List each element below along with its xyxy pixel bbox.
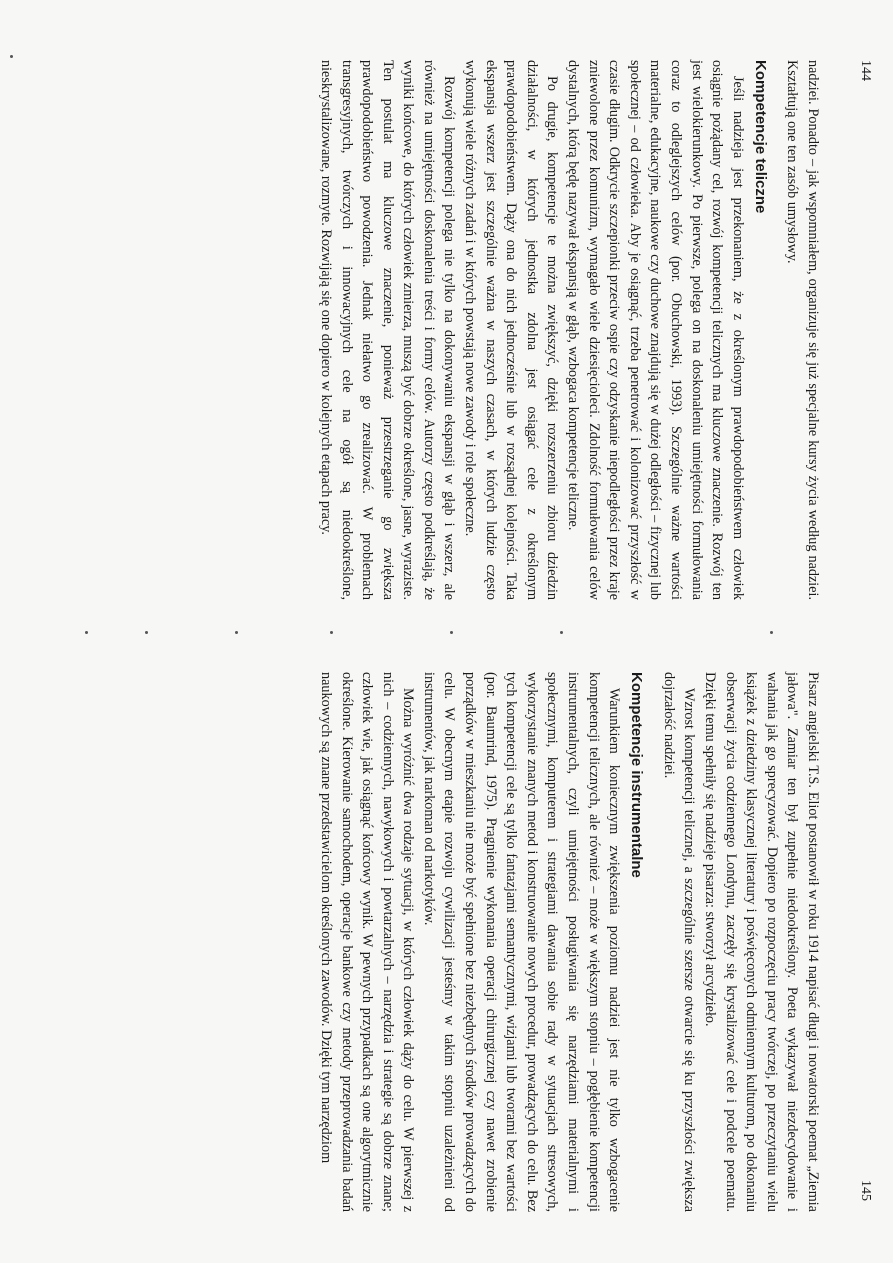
right-page bbox=[315, 672, 823, 1212]
right-paragraph-1: Pisarz angielski T.S. Eliot postanowił w roku 1914 napisać długi i nowatorski poemat „Ziemia jałowa". Zamiar ten był zupełnie niedookreślony. Poeta wykazywał niezdecydowanie i wahania jak go sprecyzować. Dopiero po rozpoczęciu pracy twórczej, po przeczytaniu wielu książek z dziedziny klasycznej literatury i poświęconych odmiennym kulturom, po dokonaniu obserwacji życia codziennego Londynu, zaczęły się krystalizować cele i podcele poematu. Dzięki temu spełniły się nadzieje pisarza: stworzył arcydzieło. bbox=[702, 672, 821, 1212]
section-heading-teliczne: Kompetencje teliczne bbox=[751, 60, 769, 214]
left-paragraph-3: Rozwój kompetencji polega nie tylko na dokonywaniu ekspansji w głąb i wszerz, ale również na umiejętności doskonalenia treści i formy celów. Autorzy często podkreślają, że wyniki końcowe, do których człowiek zmierza, muszą być dobrze określone, jasne, wyraziste. Ten postulat ma kluczowe znaczenie, ponieważ przestrzeganie go zwiększa prawdopodobieństwo powodzenia. Jednak niełatwo go zrealizować. W problemach transgresyjnych, twórczych i innowacyjnych cele na ogół są niedookreślone, nieskrystalizowane, rozmyte. Rozwijają się one dopiero w kolejnych etapach pracy. bbox=[317, 60, 458, 600]
right-paragraph-4: Można wyróżnić dwa rodzaje sytuacji, w których człowiek dąży do celu. W pierwszej z nich – codziennych, nawykowych i powtarzalnych – narzędzia i strategie są dobrze znane; człowiek wie, jak osiągnąć końcowy wynik. W pewnych przypadkach są one algorytmicznie określone. Kierowanie samochodem, operacje bankowe czy metody przeprowadzania badań naukowych są znane przedstawicielom określonych zawodów. Dzięki tym narzędziom bbox=[317, 672, 417, 1212]
section-heading-instrumentalne: Kompetencje instrumentalne bbox=[628, 672, 646, 878]
page-number-left: 144 bbox=[858, 60, 873, 81]
right-paragraph-3: Warunkiem koniecznym zwiększenia poziomu nadziei jest nie tylko wzbogacenie kompetencji telicznych, ale również – może w większym stopniu – pogłębienie kompetencji instrumentalnych, czyli umiejętności posługiwania się narzędziami materialnymi i społecznymi, komputerem i strategiami dawania sobie rady w sytuacjach stresowych, wykorzystanie znanych metod i konstruowanie nowych procedur, prowadzących do celu. Bez tych kompetencji cele są tylko fantazjami semantycznymi, wizjami lub tworami bez wartości (por. Baumrind, 1975). Pragnienie wykonania operacji chirurgicznej czy nawet zrobienie porządków w mieszkaniu nie może być spełnione bez niezbędnych środków prowadzących do celu. W obecnym etapie rozwoju cywilizacji jesteśmy w takim stopniu uzależnieni od instrumentów, jak narkoman od narkotyków. bbox=[420, 672, 623, 1212]
right-paragraph-2: Wzrost kompetencji telicznej, a szczególnie szersze otwarcie się ku przyszłości zwiększa dojrzałość nadziei. bbox=[660, 672, 698, 1212]
book-gutter bbox=[0, 630, 893, 634]
left-intro-paragraph: nadziei. Ponadto – jak wspomniałem, organizuje się już specjalne kursy życia według nadziei. Kształtują one ten zasób umysłowy. bbox=[784, 60, 821, 600]
left-paragraph-1: Jeśli nadzieja jest przekonaniem, że z określonym prawdopodobieństwem człowiek osiągnie pożądany cel, rozwój kompetencji telicznych ma kluczowe znaczenie. Rozwój ten jest wielokierunkowy. Po pierwsze, polega on na doskonaleniu umiejętności formułowania coraz to odleglejszych celów (por. Obuchowski, 1993). Szczególnie ważne wartości materialne, edukacyjne, naukowe czy duchowe znajdują się w dużej odległości – fizycznej lub społecznej – od człowieka. Aby je osiągnąć, trzeba penetrować i kolonizować przyszłość w czasie długim. Odkrycie szczepionki przeciw ospie czy odzyskanie niepodległości przez kraje zniewolone przez komunizm, wymagało wiele dziesięcioleci. Zdolność formułowania celów dystalnych, którą będę nazywał ekspansją w głąb, wzbogaca kompetencje teliczne. bbox=[565, 60, 746, 600]
speck-5 bbox=[235, 631, 238, 634]
speck-3 bbox=[450, 631, 453, 634]
speck-8 bbox=[10, 55, 13, 58]
speck-1 bbox=[770, 631, 773, 634]
speck-7 bbox=[85, 631, 88, 634]
speck-6 bbox=[145, 631, 148, 634]
left-paragraph-2: Po drugie, kompetencje te można zwiększyć, dzięki rozszerzeniu zbioru dziedzin działalności, w których jednostka zdolna jest osiągać cele z określonym prawdopodobieństwem. Dąży ona do nich jednocześnie lub w rozsądnej kolejności. Taka ekspansja wszerz jest szczególnie ważna w naszych czasach, w których ludzie często wykonują wiele różnych zadań i w których powstają nowe zawody i role społeczne. bbox=[462, 60, 561, 600]
left-page bbox=[315, 60, 823, 600]
page-number-right: 145 bbox=[858, 1180, 873, 1201]
speck-4 bbox=[330, 631, 333, 634]
speck-2 bbox=[560, 631, 563, 634]
